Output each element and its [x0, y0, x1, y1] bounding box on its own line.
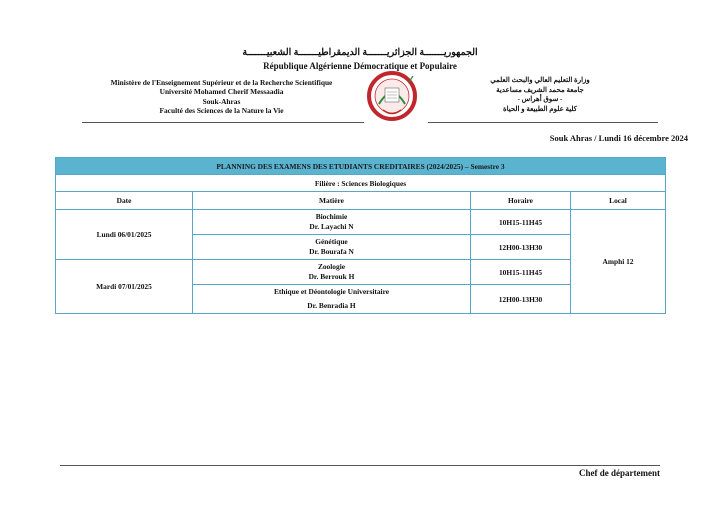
- schedule-title: PLANNING DES EXAMENS DES ETUDIANTS CREDITAIRES (2024/2025) – Semestre 3: [56, 158, 666, 175]
- program-name: Filière : Sciences Biologiques: [56, 175, 666, 192]
- university-name-arabic: جامعة محمد الشريف مساعدية: [496, 85, 584, 94]
- exam-room: Amphi 12: [571, 210, 666, 314]
- exam-time: 12H00-13H30: [471, 285, 571, 314]
- university-name: Université Mohamed Cherif Messaadia: [159, 87, 284, 97]
- exam-date: Mardi 07/01/2025: [56, 260, 193, 314]
- teacher-name: Dr. Benradia H: [307, 301, 356, 310]
- exam-time: 10H15-11H45: [471, 260, 571, 285]
- column-header-room: Local: [571, 192, 666, 210]
- ministry-name: Ministère de l'Enseignement Supérieur et de la Recherche Scientifique: [110, 78, 333, 87]
- exam-subject-cell: [193, 210, 471, 235]
- exam-date: Lundi 06/01/2025: [56, 210, 193, 260]
- subject-name: Génétique: [315, 237, 348, 246]
- exam-subject-cell: [193, 235, 471, 260]
- subject-name: Ethique et Déontologie Universitaire: [273, 287, 390, 296]
- city-name: Souk-Ahras: [202, 96, 241, 106]
- faculty-name: Faculté des Sciences de la Nature la Vie: [159, 105, 284, 115]
- footer-rule: [60, 465, 660, 466]
- faculty-name-arabic: كلية علوم الطبيعة و الحياة: [502, 104, 578, 113]
- republic-name-arabic: الجمهوريـــــــة الجزائريـــــــة الديمقراطيـــــــة الشعبيـــــــة: [242, 48, 478, 58]
- column-header-date: Date: [56, 192, 193, 210]
- column-header-subject: Matière: [193, 192, 471, 210]
- signature-label: Chef de département: [579, 468, 660, 478]
- university-logo: [367, 68, 417, 124]
- exam-schedule-table: [55, 157, 666, 314]
- teacher-name: Dr. Layachi N: [309, 222, 354, 231]
- republic-name-french: République Algérienne Démocratique et Populaire: [263, 61, 457, 71]
- column-header-time: Horaire: [471, 192, 571, 210]
- subject-name: Biochimie: [315, 212, 348, 221]
- table-row: [56, 210, 666, 235]
- right-header-rule: [428, 122, 658, 123]
- document-date: Souk Ahras / Lundi 16 décembre 2024: [549, 133, 688, 143]
- subject-name: Zoologie: [317, 262, 346, 271]
- left-header-rule: [82, 122, 364, 123]
- institution-header-arabic: [440, 76, 640, 114]
- teacher-name: Dr. Bourafa N: [309, 247, 354, 256]
- city-name-arabic: - سوق أهراس -: [517, 95, 563, 103]
- exam-time: 10H15-11H45: [471, 210, 571, 235]
- institution-header-french: [84, 78, 359, 115]
- exam-time: 12H00-13H30: [471, 235, 571, 260]
- teacher-name: Dr. Berrouk H: [308, 272, 355, 281]
- exam-subject-cell: [193, 285, 471, 314]
- ministry-name-arabic: وزارة التعليم العالي والبحث العلمي: [490, 76, 590, 84]
- exam-subject-cell: [193, 260, 471, 285]
